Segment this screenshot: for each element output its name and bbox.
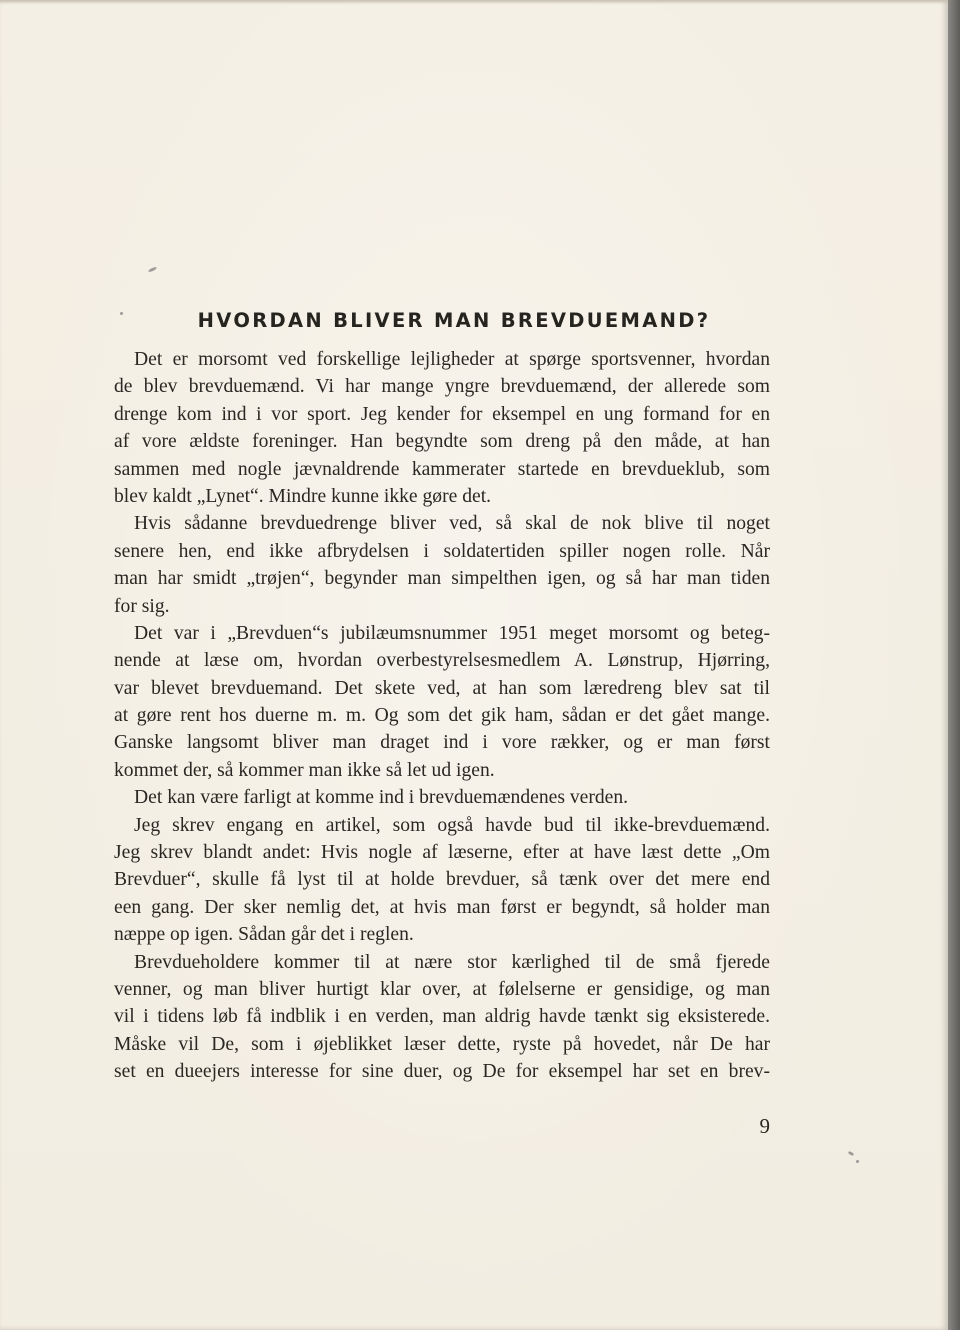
page-top-edge: [0, 0, 948, 4]
text-line: Brevduer“, skulle få lyst til at holde brevduer, så tænk over det mere end: [114, 869, 770, 891]
paper-speck: [848, 1151, 855, 1157]
page-number: 9: [759, 1114, 770, 1138]
text-line: var blevet brevduemand. Det skete ved, at han som læredreng blev sat til: [114, 677, 770, 699]
text-line: een gang. Der sker nemlig det, at hvis man først er begyndt, så holder man: [114, 896, 770, 918]
text-line: sammen med nogle jævnaldrende kammerater startede en brevdueklub, som: [114, 458, 770, 480]
body-text: [114, 346, 770, 1086]
text-line: set en dueejers interesse for sine duer, og De for eksempel har set en brev-: [114, 1061, 770, 1083]
text-line: blev kaldt „Lynet“. Mindre kunne ikke gøre det.: [114, 485, 492, 507]
text-line: af vore ældste foreninger. Han begyndte som dreng på den måde, at han: [114, 431, 770, 453]
text-line: Jeg skrev engang en artikel, som også havde bud til ikke-brevduemænd.: [134, 814, 770, 836]
text-line: man har smidt „trøjen“, begynder man simpelthen igen, og så har man tiden: [114, 568, 770, 590]
text-line: Brevdueholdere kommer til at nære stor kærlighed til de små fjerede: [134, 951, 770, 973]
text-line: kommet der, så kommer man ikke så let ud igen.: [114, 759, 495, 781]
text-line: Det kan være farligt at komme ind i brevduemændenes verden.: [134, 787, 629, 809]
paper-speck: [856, 1160, 859, 1163]
text-line: senere hen, end ikke afbrydelsen i soldatertiden spiller nogen rolle. Når: [114, 540, 770, 562]
text-line: Ganske langsomt bliver man draget ind i vore rækker, og er man først: [114, 732, 770, 754]
text-line: Det er morsomt ved forskellige lejligheder at spørge sportsvenner, hvordan: [134, 349, 770, 370]
page-edge-shadow: [948, 0, 960, 1330]
text-line: for sig.: [114, 595, 170, 617]
text-line: at gøre rent hos duerne m. m. Og som det gik ham, sådan er det gået mange.: [114, 705, 770, 727]
text-line: de blev brevduemænd. Vi har mange yngre brevduemænd, der allerede som: [114, 376, 770, 398]
text-line: Det var i „Brevduen“s jubilæumsnummer 1951 meget morsomt og beteg-: [134, 622, 770, 644]
paper-speck: [148, 266, 157, 273]
text-line: næppe op igen. Sådan går det i reglen.: [114, 924, 414, 946]
text-line: vil i tidens løb få indblik i en verden, man aldrig havde tænkt sig eksisterede.: [114, 1006, 770, 1028]
text-line: Hvis sådanne brevduedrenge bliver ved, så skal de nok blive til noget: [134, 513, 770, 535]
chapter-heading: HVORDAN BLIVER MAN BREVDUEMAND?: [197, 309, 711, 332]
text-line: nende at læse om, hvordan overbestyrelsesmedlem A. Lønstrup, Hjørring,: [114, 650, 770, 672]
text-line: Måske vil De, som i øjeblikket læser dette, ryste på hovedet, når De har: [114, 1033, 770, 1055]
text-line: Jeg skrev blandt andet: Hvis nogle af læserne, efter at have læst dette „Om: [114, 842, 770, 864]
text-line: venner, og man bliver hurtigt klar over, at følelserne er gensidige, og man: [114, 978, 770, 1000]
text-line: drenge kom ind i vor sport. Jeg kender for eksempel en ung formand for en: [114, 403, 770, 425]
